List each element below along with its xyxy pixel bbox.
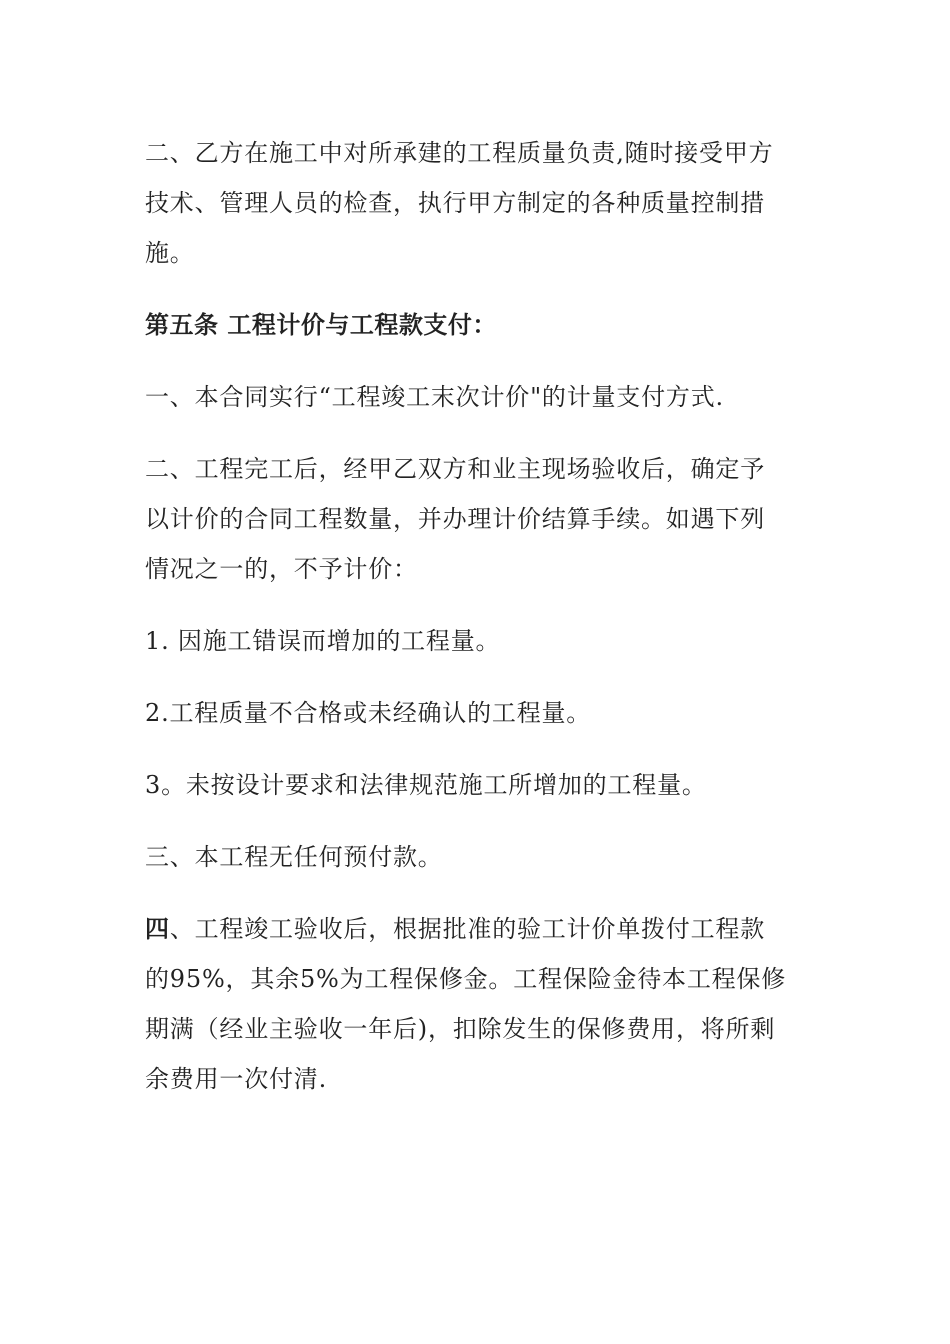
text-line: 余费用一次付清. [145, 1065, 328, 1093]
text-span: 、工程竣工验收后，根据批准的验工计价单拨付工程款 [169, 915, 766, 943]
text-line: 三、本工程无任何预付款。 [145, 843, 443, 871]
text-line: 施。 [145, 239, 195, 267]
text-line: 2.工程质量不合格或未经确认的工程量。 [145, 699, 592, 727]
list-item-2 [145, 688, 810, 738]
text-line: 一、本合同实行“工程竣工末次计价"的计量支付方式. [145, 383, 724, 411]
text-line: 以计价的合同工程数量，并办理计价结算手续。如遇下列 [145, 505, 765, 533]
paragraph-quality-responsibility [145, 128, 810, 278]
text-line: 期满（经业主验收一年后)，扣除发生的保修费用，将所剩 [145, 1015, 776, 1043]
document-page [145, 128, 810, 1126]
paragraph-completion-valuation [145, 444, 810, 594]
bold-lead-text: 四 [145, 914, 170, 943]
paragraph-no-advance-payment [145, 832, 810, 882]
paragraph-payment-method [145, 372, 810, 422]
text-line: 技术、管理人员的检查，执行甲方制定的各种质量控制措 [145, 189, 765, 217]
list-item-1 [145, 616, 810, 666]
text-line: 情况之一的，不予计价： [145, 555, 418, 583]
text-line: 的95%，其余5%为工程保修金。工程保险金待本工程保修 [145, 965, 787, 993]
text-line: 1. 因施工错误而增加的工程量。 [145, 627, 501, 655]
text-line [145, 904, 810, 954]
text-line: 3。未按设计要求和法律规范施工所增加的工程量。 [145, 771, 707, 799]
text-line: 二、乙方在施工中对所承建的工程质量负责,随时接受甲方 [145, 139, 774, 167]
paragraph-final-payment [145, 904, 810, 1104]
list-item-3 [145, 760, 810, 810]
text-line: 二、工程完工后，经甲乙双方和业主现场验收后，确定予 [145, 455, 765, 483]
section-heading-article-5: 第五条 工程计价与工程款支付： [145, 311, 497, 339]
